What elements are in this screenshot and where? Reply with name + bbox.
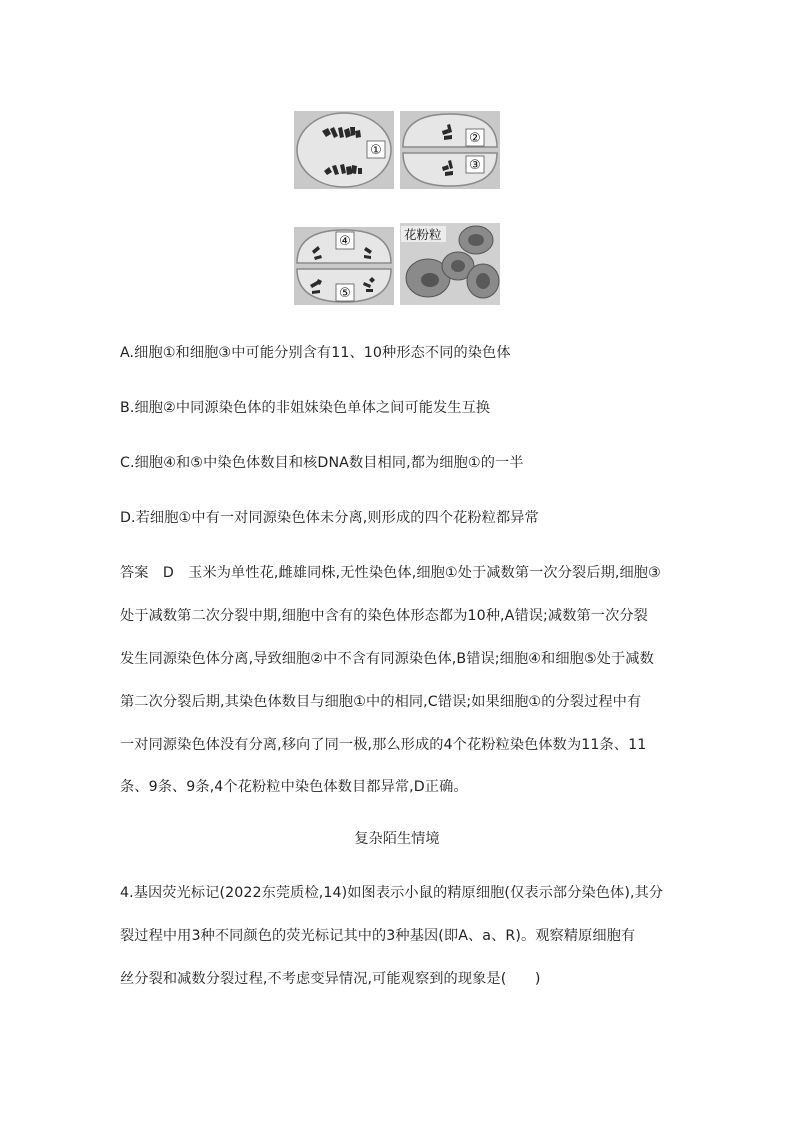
label-pollen: 花粉粒 — [404, 227, 442, 242]
section-title: 复杂陌生情境 — [354, 831, 440, 847]
answer-line: 答案 D 玉米为单性花,雌雄同株,无性染色体,细胞①处于减数第一次分裂后期,细胞③ — [120, 565, 661, 581]
cell-4-5-micrograph — [294, 227, 394, 305]
label-cell-1: ① — [370, 143, 382, 158]
answer-line: 一对同源染色体没有分离,移向了同一极,那么形成的4个花粉粒染色体数为11条、11 — [120, 737, 647, 753]
pollen-micrograph — [400, 223, 500, 305]
cell-2-3-micrograph — [400, 111, 500, 189]
cell-1-micrograph — [294, 111, 394, 189]
option-d: D.若细胞①中有一对同源染色体未分离,则形成的四个花粉粒都异常 — [120, 510, 539, 526]
option-b: B.细胞②中同源染色体的非姐妹染色单体之间可能发生互换 — [120, 400, 491, 416]
answer-line: 发生同源染色体分离,导致细胞②中不含有同源染色体,B错误;细胞④和细胞⑤处于减数 — [120, 651, 654, 667]
answer-line: 处于减数第二次分裂中期,细胞中含有的染色体形态都为10种,A错误;减数第一次分裂 — [120, 608, 648, 624]
question-4-line: 丝分裂和减数分裂过程,不考虑变异情况,可能观察到的现象是( ) — [120, 971, 541, 987]
option-a: A.细胞①和细胞③中可能分别含有11、10种形态不同的染色体 — [120, 345, 511, 361]
question-4-line: 裂过程中用3种不同颜色的荧光标记其中的3种基因(即A、a、R)。观察精原细胞有 — [120, 928, 636, 944]
label-cell-5: ⑤ — [339, 286, 351, 301]
label-cell-2: ② — [469, 131, 481, 146]
label-cell-3: ③ — [469, 158, 481, 173]
answer-line: 条、9条、9条,4个花粉粒中染色体数目都异常,D正确。 — [120, 779, 468, 795]
label-cell-4: ④ — [339, 234, 351, 249]
answer-line: 第二次分裂后期,其染色体数目与细胞①中的相同,C错误;如果细胞①的分裂过程中有 — [120, 694, 642, 710]
question-4-line: 4.基因荧光标记(2022东莞质检,14)如图表示小鼠的精原细胞(仅表示部分染色体),其分 — [120, 885, 664, 901]
option-c: C.细胞④和⑤中染色体数目和核DNA数目相同,都为细胞①的一半 — [120, 455, 524, 471]
